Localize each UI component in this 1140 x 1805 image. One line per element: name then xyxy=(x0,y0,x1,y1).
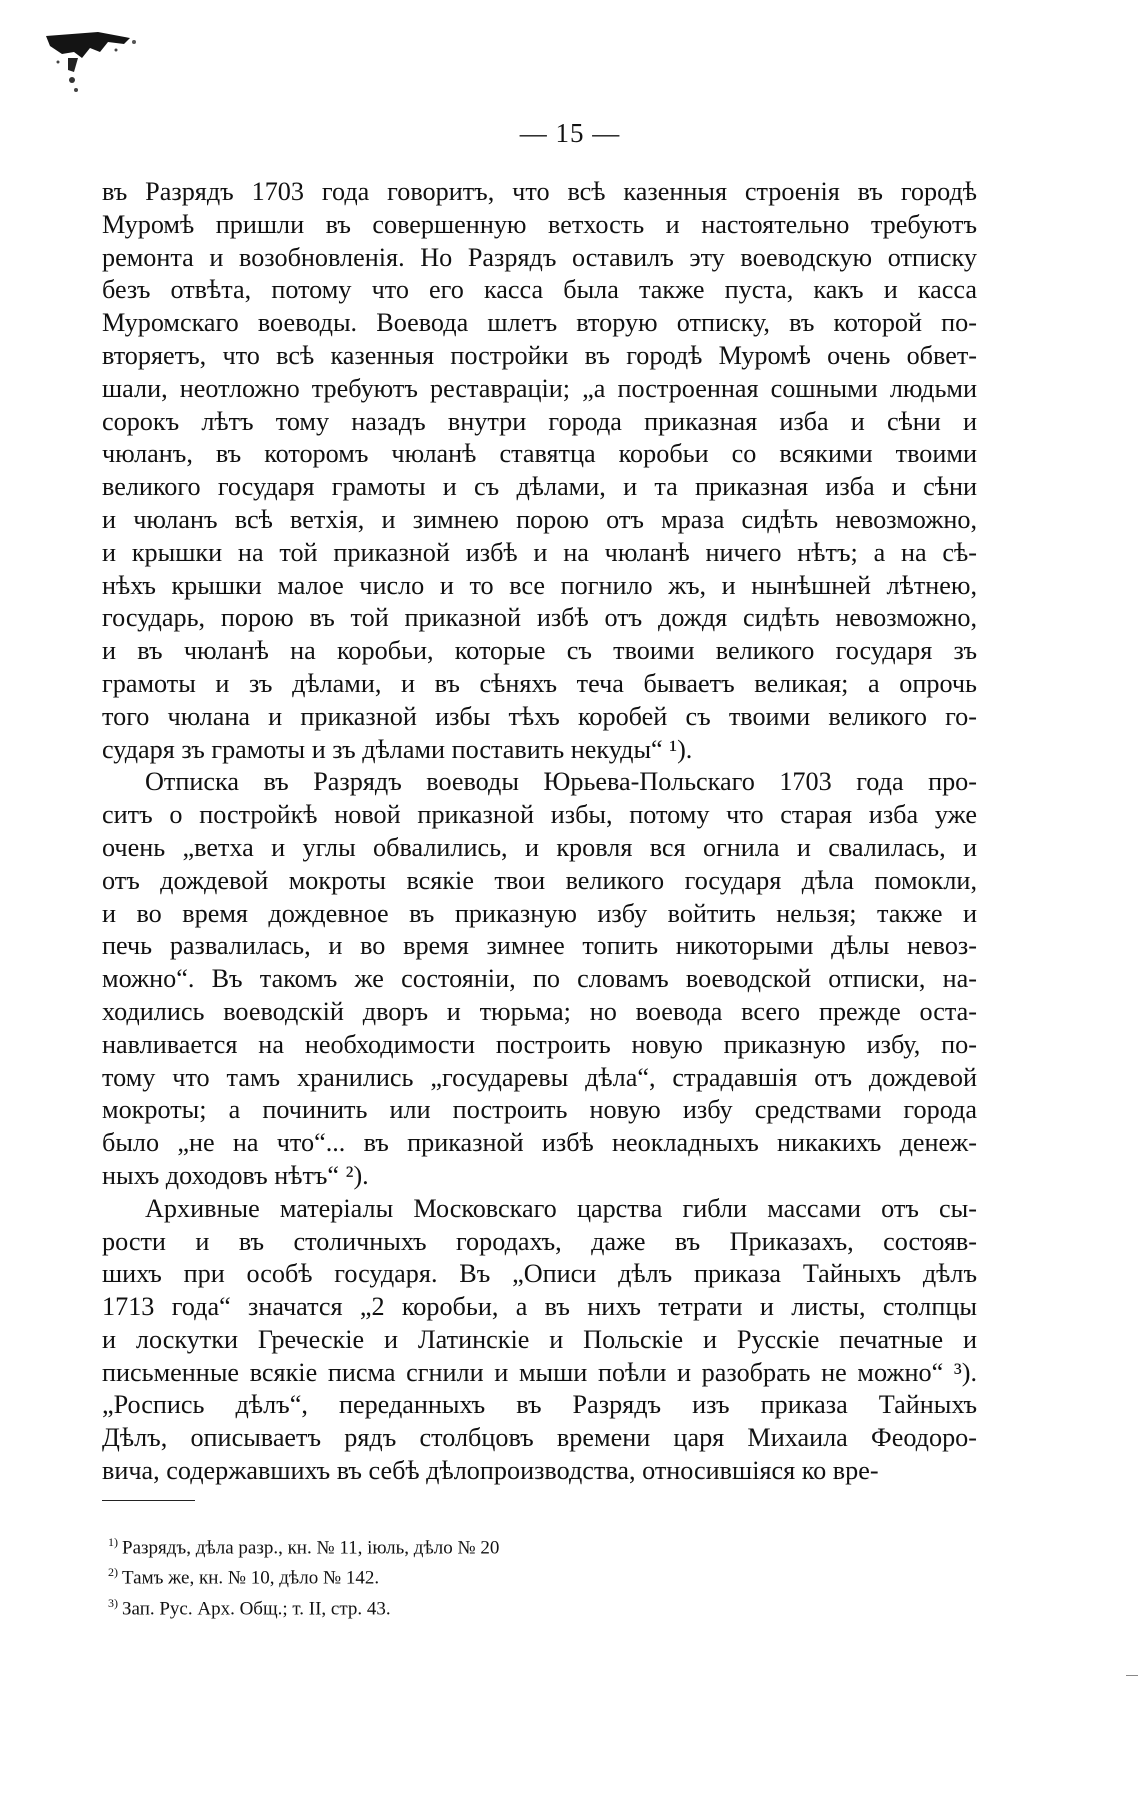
footnote-marker: 2) xyxy=(108,1565,118,1580)
text-line: 1713 года“ значатся „2 коробьи, а въ нихъ тетрати и листы, столпцы xyxy=(102,1292,977,1322)
text-line: ремонта и возобновленія. Но Разрядъ оставилъ эту воеводскую отписку xyxy=(102,242,977,272)
text-line: ныхъ доходовъ нѣтъ“ ²). xyxy=(102,1160,369,1190)
text-line: печь развалилась, и во время зимнее топить никоторыми дѣлы невоз- xyxy=(102,931,977,961)
text-line: ситъ о постройкѣ новой приказной избы, потому что старая изба уже xyxy=(102,800,977,830)
text-line: ходились воеводскій дворъ и тюрьма; но воевода всего прежде оста- xyxy=(102,996,977,1026)
text-line: Муромскаго воеводы. Воевода шлетъ вторую отписку, въ которой по- xyxy=(102,308,977,338)
text-line: можно“. Въ такомъ же состояніи, по словамъ воеводской отписки, на- xyxy=(102,964,977,994)
text-line: государь, порою въ той приказной избѣ отъ дождя сидѣть невозможно, xyxy=(102,603,977,633)
footnote-text: Зап. Рус. Арх. Общ.; т. II, стр. 43. xyxy=(122,1597,391,1619)
text-line: сударя зъ грамоты и зъ дѣлами поставить некуды“ ¹). xyxy=(102,734,693,764)
text-line: чюланъ, въ которомъ чюланѣ ставятца коробьи со всякими твоими xyxy=(102,439,977,469)
text-line: и лоскутки Греческіе и Латинскіе и Польскіе и Русскіе печатные и xyxy=(102,1324,977,1354)
text-line: Дѣлъ, описываетъ рядъ столбцовъ времени царя Михаила Феодоро- xyxy=(102,1423,977,1453)
text-line: шали, неотложно требуютъ реставраціи; „а построенная сошными людьми xyxy=(102,373,977,403)
text-line: шихъ при особѣ государя. Въ „Описи дѣлъ приказа Тайныхъ дѣлъ xyxy=(102,1259,977,1289)
text-line: Отписка въ Разрядъ воеводы Юрьева-Польскаго 1703 года про- xyxy=(145,767,977,797)
text-line: въ Разрядъ 1703 года говоритъ, что всѣ казенныя строенія въ городѣ xyxy=(102,177,977,206)
text-line: вторяетъ, что всѣ казенныя постройки въ городѣ Муромѣ очень обвет- xyxy=(102,340,977,370)
page-number: — 15 — xyxy=(519,118,621,148)
text-line: великого государя грамоты и съ дѣлами, и та приказная изба и сѣни xyxy=(102,472,977,502)
text-line: того чюлана и приказной избы тѣхъ коробей съ твоими великого го- xyxy=(102,701,977,731)
text-line: безъ отвѣта, потому что его касса была также пуста, какъ и касса xyxy=(102,275,977,305)
text-line: мокроты; а починить или построить новую избу средствами города xyxy=(102,1095,977,1125)
text-line: и въ чюланѣ на коробьи, которые съ твоими великого государя зъ xyxy=(102,636,977,666)
margin-mark xyxy=(1126,1675,1138,1676)
paragraph xyxy=(102,766,977,1192)
text-line: Архивные матеріалы Московскаго царства гибли массами отъ сы- xyxy=(145,1193,977,1223)
footnote xyxy=(108,1530,499,1560)
footnote-marker: 3) xyxy=(108,1595,118,1610)
ink-smudge-decoration xyxy=(38,22,143,102)
footnote xyxy=(108,1560,499,1590)
text-line: навливается на необходимости построить новую приказную избу, по- xyxy=(102,1029,977,1059)
text-line: было „не на что“... въ приказной избѣ неокладныхъ никакихъ денеж- xyxy=(102,1128,977,1158)
footnote-marker: 1) xyxy=(108,1535,118,1549)
text-line: тому что тамъ хранились „государевы дѣла“, страдавшія отъ дождевой xyxy=(102,1062,977,1092)
paragraph xyxy=(102,176,977,766)
text-line: нѣхъ крышки малое число и то все погнило жъ, и нынѣшней лѣтнею, xyxy=(102,570,977,600)
text-line: грамоты и зъ дѣлами, и въ сѣняхъ теча бываетъ великая; а опрочь xyxy=(102,668,977,698)
body-text xyxy=(102,176,977,1488)
footnote-divider xyxy=(102,1500,195,1501)
text-line: письменные всякіе писма сгнили и мыши поѣли и разобрать не можно“ ³). xyxy=(102,1357,977,1387)
text-line: очень „ветха и углы обвалились, и кровля вся огнила и свалилась, и xyxy=(102,832,977,862)
text-line: вича, содержавшихъ въ себѣ дѣлопроизводства, относившіяся ко вре- xyxy=(102,1456,879,1486)
paragraph xyxy=(102,1193,977,1488)
text-line: Муромѣ пришли въ совершенную ветхость и настоятельно требуютъ xyxy=(102,209,977,239)
text-line: рости и въ столичныхъ городахъ, даже въ Приказахъ, состояв- xyxy=(102,1226,977,1256)
footnotes xyxy=(108,1530,499,1621)
text-line: отъ дождевой мокроты всякіе твои великого государя дѣла помокли, xyxy=(102,865,977,895)
text-line: „Роспись дѣлъ“, переданныхъ въ Разрядъ изъ приказа Тайныхъ xyxy=(102,1390,977,1420)
text-line: и крышки на той приказной избѣ и на чюланѣ ничего нѣтъ; а на сѣ- xyxy=(102,537,977,567)
footnote-text: Разрядъ, дѣла разр., кн. № 11, іюль, дѣло № 20 xyxy=(122,1537,500,1559)
footnote-text: Тамъ же, кн. № 10, дѣло № 142. xyxy=(122,1567,380,1589)
text-line: сорокъ лѣтъ тому назадъ внутри города приказная изба и сѣни и xyxy=(102,406,977,436)
text-line: и чюланъ всѣ ветхія, и зимнею порою отъ мраза сидѣть невозможно, xyxy=(102,504,977,534)
footnote xyxy=(108,1591,499,1621)
text-line: и во время дождевное въ приказную избу войтить нельзя; также и xyxy=(102,898,977,928)
